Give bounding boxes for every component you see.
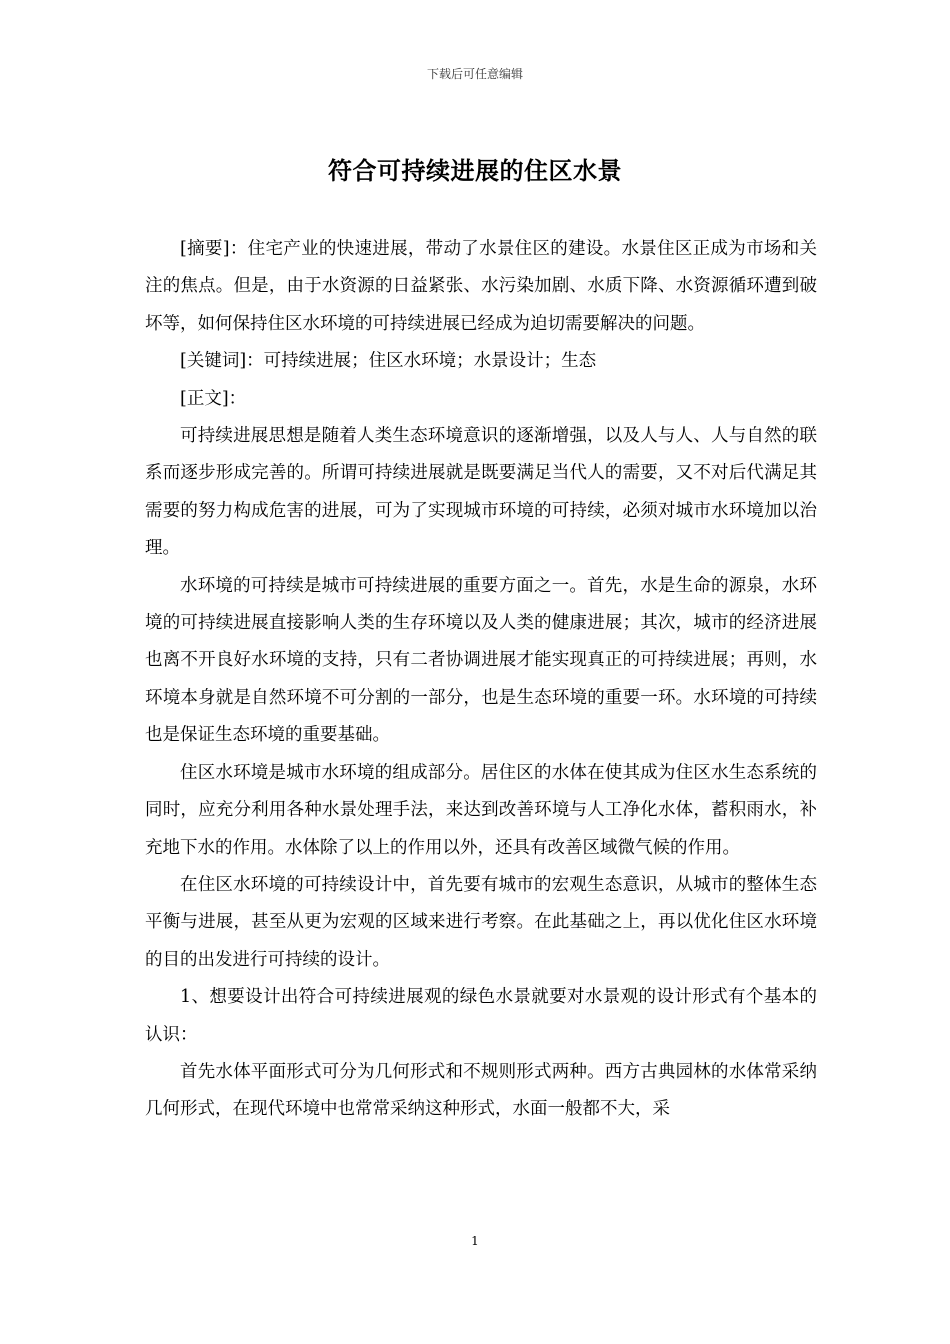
document-title: 符合可持续进展的住区水景 xyxy=(328,157,622,185)
body-paragraph: 首先水体平面形式可分为几何形式和不规则形式两种。西方古典园林的水体常采纳几何形式，在现代环境中也常常采纳这种形式，水面一般都不大，采 xyxy=(145,1061,817,1120)
abstract-paragraph: [摘要]：住宅产业的快速进展，带动了水景住区的建设。水景住区正成为市场和关注的焦点。但是，由于水资源的日益紧张、水污染加剧、水质下降、水资源循环遭到破坏等，如何保持住区水环境的可持续进展已经成为迫切需要解决的问题。 xyxy=(145,239,817,334)
body-paragraph: 可持续进展思想是随着人类生态环境意识的逐渐增强，以及人与人、人与自然的联系而逐步形成完善的。所谓可持续进展就是既要满足当代人的需要，又不对后代满足其需要的努力构成危害的进展，可为了实现城市环境的可持续，必须对城市水环境加以治理。 xyxy=(145,426,817,559)
keywords-paragraph: [关键词]：可持续进展；住区水环境；水景设计；生态 xyxy=(180,351,597,372)
body-paragraph: 1、想要设计出符合可持续进展观的绿色水景就要对水景观的设计形式有个基本的认识： xyxy=(145,987,817,1045)
body-paragraph: 水环境的可持续是城市可持续进展的重要方面之一。首先，水是生命的源泉，水环境的可持续进展直接影响人类的生存环境以及人类的健康进展；其次，城市的经济进展也离不开良好水环境的支持，只有二者协调进展才能实现真正的可持续进展；再则，水环境本身就是自然环境不可分割的一部分，也是生态环境的重要一环。水环境的可持续也是保证生态环境的重要基础。 xyxy=(145,575,817,746)
document-body xyxy=(145,231,817,1129)
page-header: 下载后可任意编辑 xyxy=(426,67,523,81)
page-number: 1 xyxy=(471,1234,479,1248)
body-paragraph: 住区水环境是城市水环境的组成部分。居住区的水体在使其成为住区水生态系统的同时，应充分利用各种水景处理手法，来达到改善环境与人工净化水体，蓄积雨水，补充地下水的作用。水体除了以上的作用以外，还具有改善区域微气候的作用。 xyxy=(145,762,817,858)
body-paragraph: 在住区水环境的可持续设计中，首先要有城市的宏观生态意识，从城市的整体生态平衡与进展，甚至从更为宏观的区域来进行考察。在此基础之上，再以优化住区水环境的目的出发进行可持续的设计。 xyxy=(145,874,817,970)
main-text-label: [正文]： xyxy=(180,388,247,409)
